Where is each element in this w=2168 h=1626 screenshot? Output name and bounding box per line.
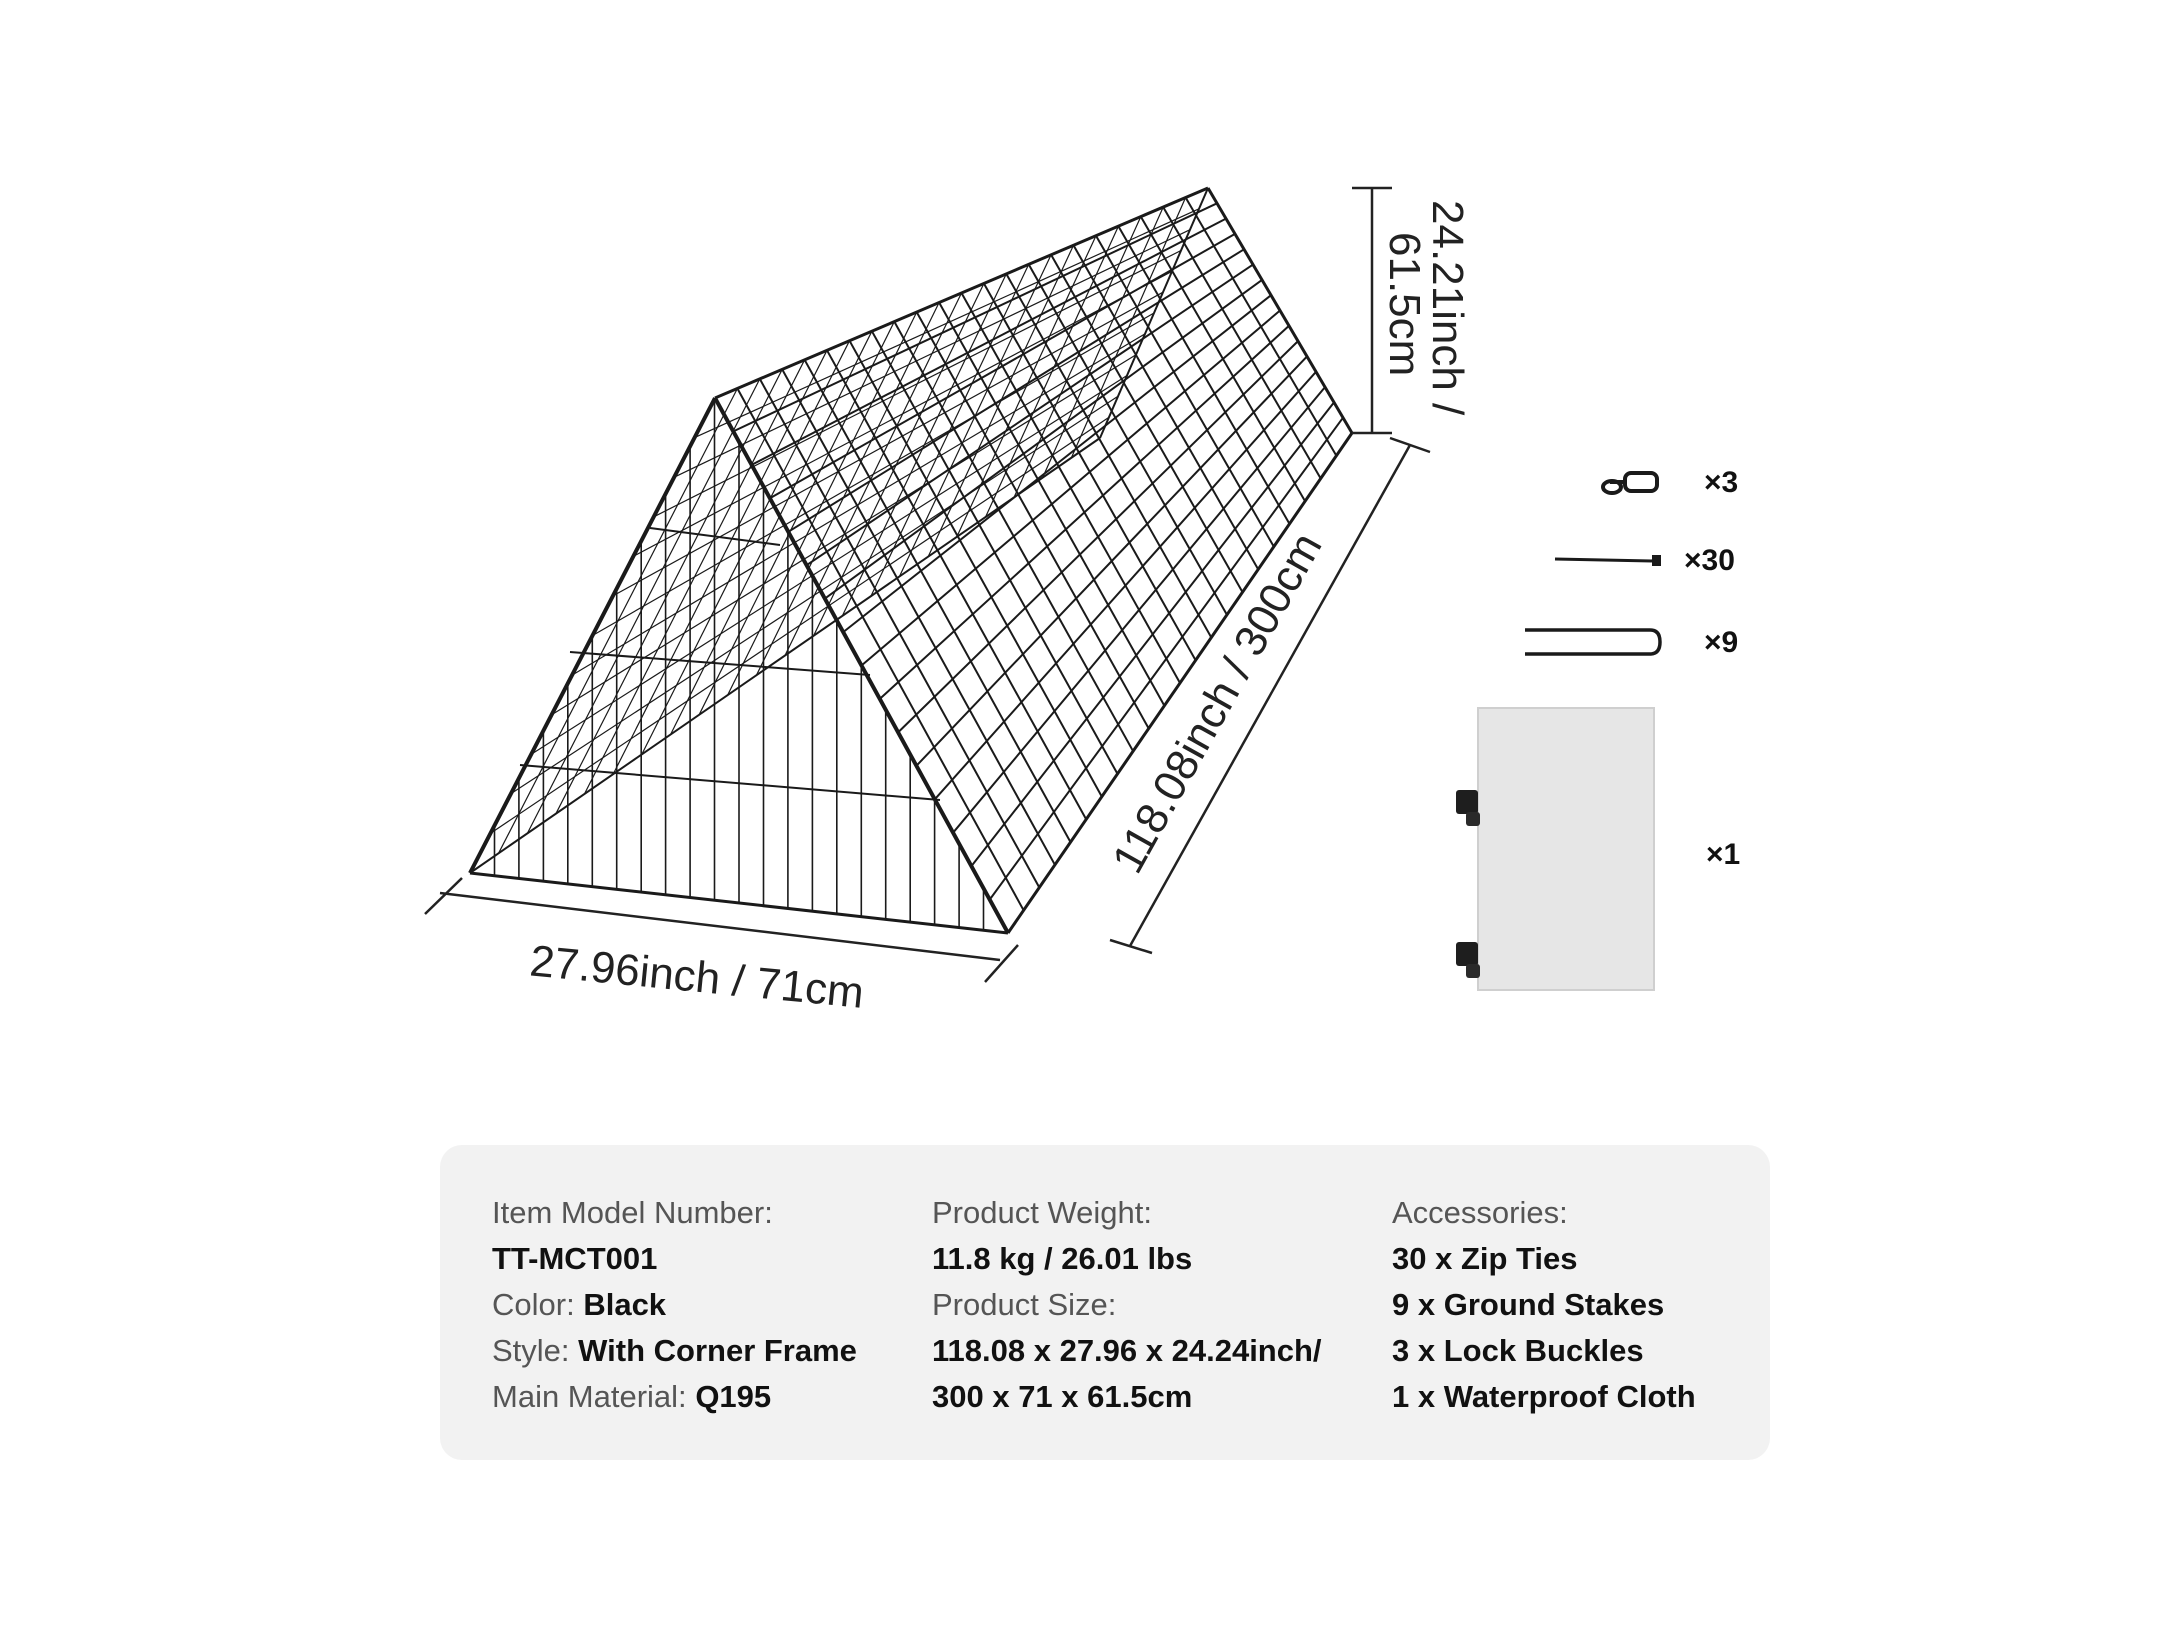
accessory-item: 3 x Lock Buckles (1392, 1333, 1644, 1368)
lock-buckle-icon (1603, 473, 1657, 493)
spec-column-general (492, 1190, 857, 1420)
style-value: With Corner Frame (578, 1333, 857, 1368)
width-dimension-label: 27.96inch / 71cm (527, 936, 867, 1018)
style-row (492, 1328, 857, 1374)
zip-tie-quantity: ×30 (1684, 544, 1735, 577)
waterproof-cloth-icon (1456, 708, 1654, 990)
accessories-label: Accessories: (1392, 1195, 1568, 1230)
material-label: Main Material: (492, 1379, 687, 1414)
waterproof-cloth-quantity: ×1 (1706, 838, 1741, 871)
wire-strand (511, 396, 1118, 794)
wire-strand (552, 355, 1136, 715)
height-dimension-label-line1: 24.21inch / (1423, 200, 1472, 416)
ground-stake-quantity: ×9 (1704, 626, 1739, 659)
accessory-item: 30 x Zip Ties (1392, 1241, 1578, 1276)
color-label: Color: (492, 1287, 575, 1322)
wire-strand (733, 203, 1217, 431)
color-value: Black (583, 1287, 667, 1322)
model-number-value: TT-MCT001 (492, 1241, 658, 1276)
spec-column-size (932, 1190, 1322, 1420)
height-dimension-label-line2: 61.5cm (1380, 232, 1429, 377)
wire-strand (531, 376, 1127, 755)
length-dimension-label: 118.08inch / 300cm (1103, 524, 1332, 882)
wire-strand (862, 311, 1281, 666)
color-row (492, 1282, 857, 1328)
wire-strand (654, 251, 1181, 517)
material-value: Q195 (695, 1379, 772, 1414)
material-row (492, 1374, 857, 1420)
zip-tie-icon (1555, 555, 1661, 566)
spec-column-accessories (1392, 1190, 1696, 1420)
specifications-panel (440, 1145, 1770, 1460)
lock-buckle-quantity: ×3 (1704, 466, 1739, 499)
size-value-imperial: 118.08 x 27.96 x 24.24inch/ (932, 1333, 1322, 1368)
size-label: Product Size: (932, 1287, 1117, 1322)
size-value-metric: 300 x 71 x 61.5cm (932, 1379, 1193, 1414)
style-label: Style: (492, 1333, 570, 1368)
weight-value: 11.8 kg / 26.01 lbs (932, 1241, 1193, 1276)
ground-stake-icon (1525, 630, 1660, 654)
wire-strand (770, 234, 1235, 498)
accessory-item: 9 x Ground Stakes (1392, 1287, 1665, 1322)
accessory-item: 1 x Waterproof Cloth (1392, 1379, 1696, 1414)
tunnel-frame (470, 188, 1352, 933)
weight-label: Product Weight: (932, 1195, 1152, 1230)
wire-strand (807, 265, 1253, 566)
model-number-label: Item Model Number: (492, 1195, 773, 1230)
